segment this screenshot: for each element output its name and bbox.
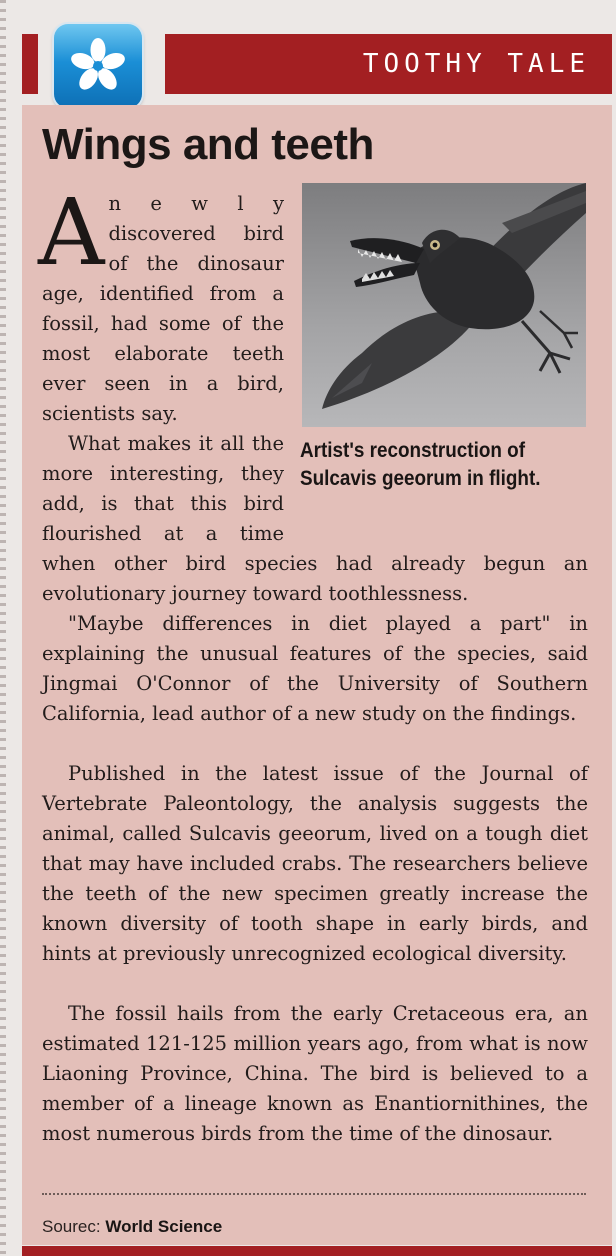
text-line: scientists say. [42, 402, 178, 425]
section-header [22, 22, 612, 86]
sulcavis-drawing [302, 183, 586, 427]
drop-cap: A [38, 179, 105, 286]
bird-illustration [302, 183, 586, 427]
header-bar-left [22, 34, 38, 94]
text-line: when other bird species had already begun an [42, 552, 588, 575]
text-line: discovered bird [108, 222, 284, 245]
asterisk-flower-icon [54, 24, 142, 108]
headline: Wings and teeth [42, 120, 374, 169]
section-label: TOOTHY TALE [362, 49, 590, 79]
logo-glyph [68, 36, 128, 96]
article-body [22, 105, 612, 1245]
text-line: add, is that this bird [42, 492, 284, 515]
header-bar [165, 34, 612, 94]
source-name: World Science [105, 1217, 223, 1236]
text-line: evolutionary journey toward toothlessness. [42, 582, 469, 605]
photo-caption [300, 437, 570, 493]
text-line: What makes it all the [68, 432, 284, 455]
quote-paragraph: "Maybe differences in diet played a part" in explaining the unusual features of the species, said Jingmai O'Connor of the University of Southern California, lead author of a new study on the findings. [42, 612, 588, 725]
second-paragraph-narrow [42, 429, 284, 549]
page-margin-rule [0, 0, 6, 1256]
text-line: fossil, had some of the [42, 312, 284, 335]
text-line: of the dinosaur [108, 252, 284, 275]
journal-paragraph: Published in the latest issue of the Journal of Vertebrate Paleontology, the analysis suggests the animal, called Sulcavis geeorum, lived on a tough diet that may have included crabs. The researchers believe the teeth of the new specimen greatly increase the known diversity of tooth shape in early birds, and hints at previously unrecognized ecological diversity. [42, 762, 588, 965]
second-paragraph-wide [42, 549, 588, 609]
text-line: n e w l y [108, 192, 284, 215]
source-credit [42, 1217, 222, 1237]
footer-bar [22, 1246, 612, 1256]
text-line: ever seen in a bird, [42, 372, 284, 395]
divider [42, 1193, 586, 1195]
photo-caption-line: Sulcavis geeorum in flight. [300, 467, 541, 490]
intro-paragraph [38, 179, 284, 429]
text-line: age, identified from a [42, 282, 284, 305]
photo-caption-line: Artist's reconstruction of [300, 439, 526, 462]
text-line: most elaborate teeth [42, 342, 284, 365]
article-card [22, 10, 612, 1256]
fossil-paragraph: The fossil hails from the early Cretaceous era, an estimated 121-125 million years ago, from what is now Liaoning Province, China. The bird is believed to a member of a lineage known as Enantiornithines, the most numerous birds from the time of the dinosaur. [42, 1002, 588, 1145]
text-line: more interesting, they [42, 462, 284, 485]
text-line: flourished at a time [42, 522, 284, 545]
source-label: Sourec: [42, 1217, 101, 1236]
